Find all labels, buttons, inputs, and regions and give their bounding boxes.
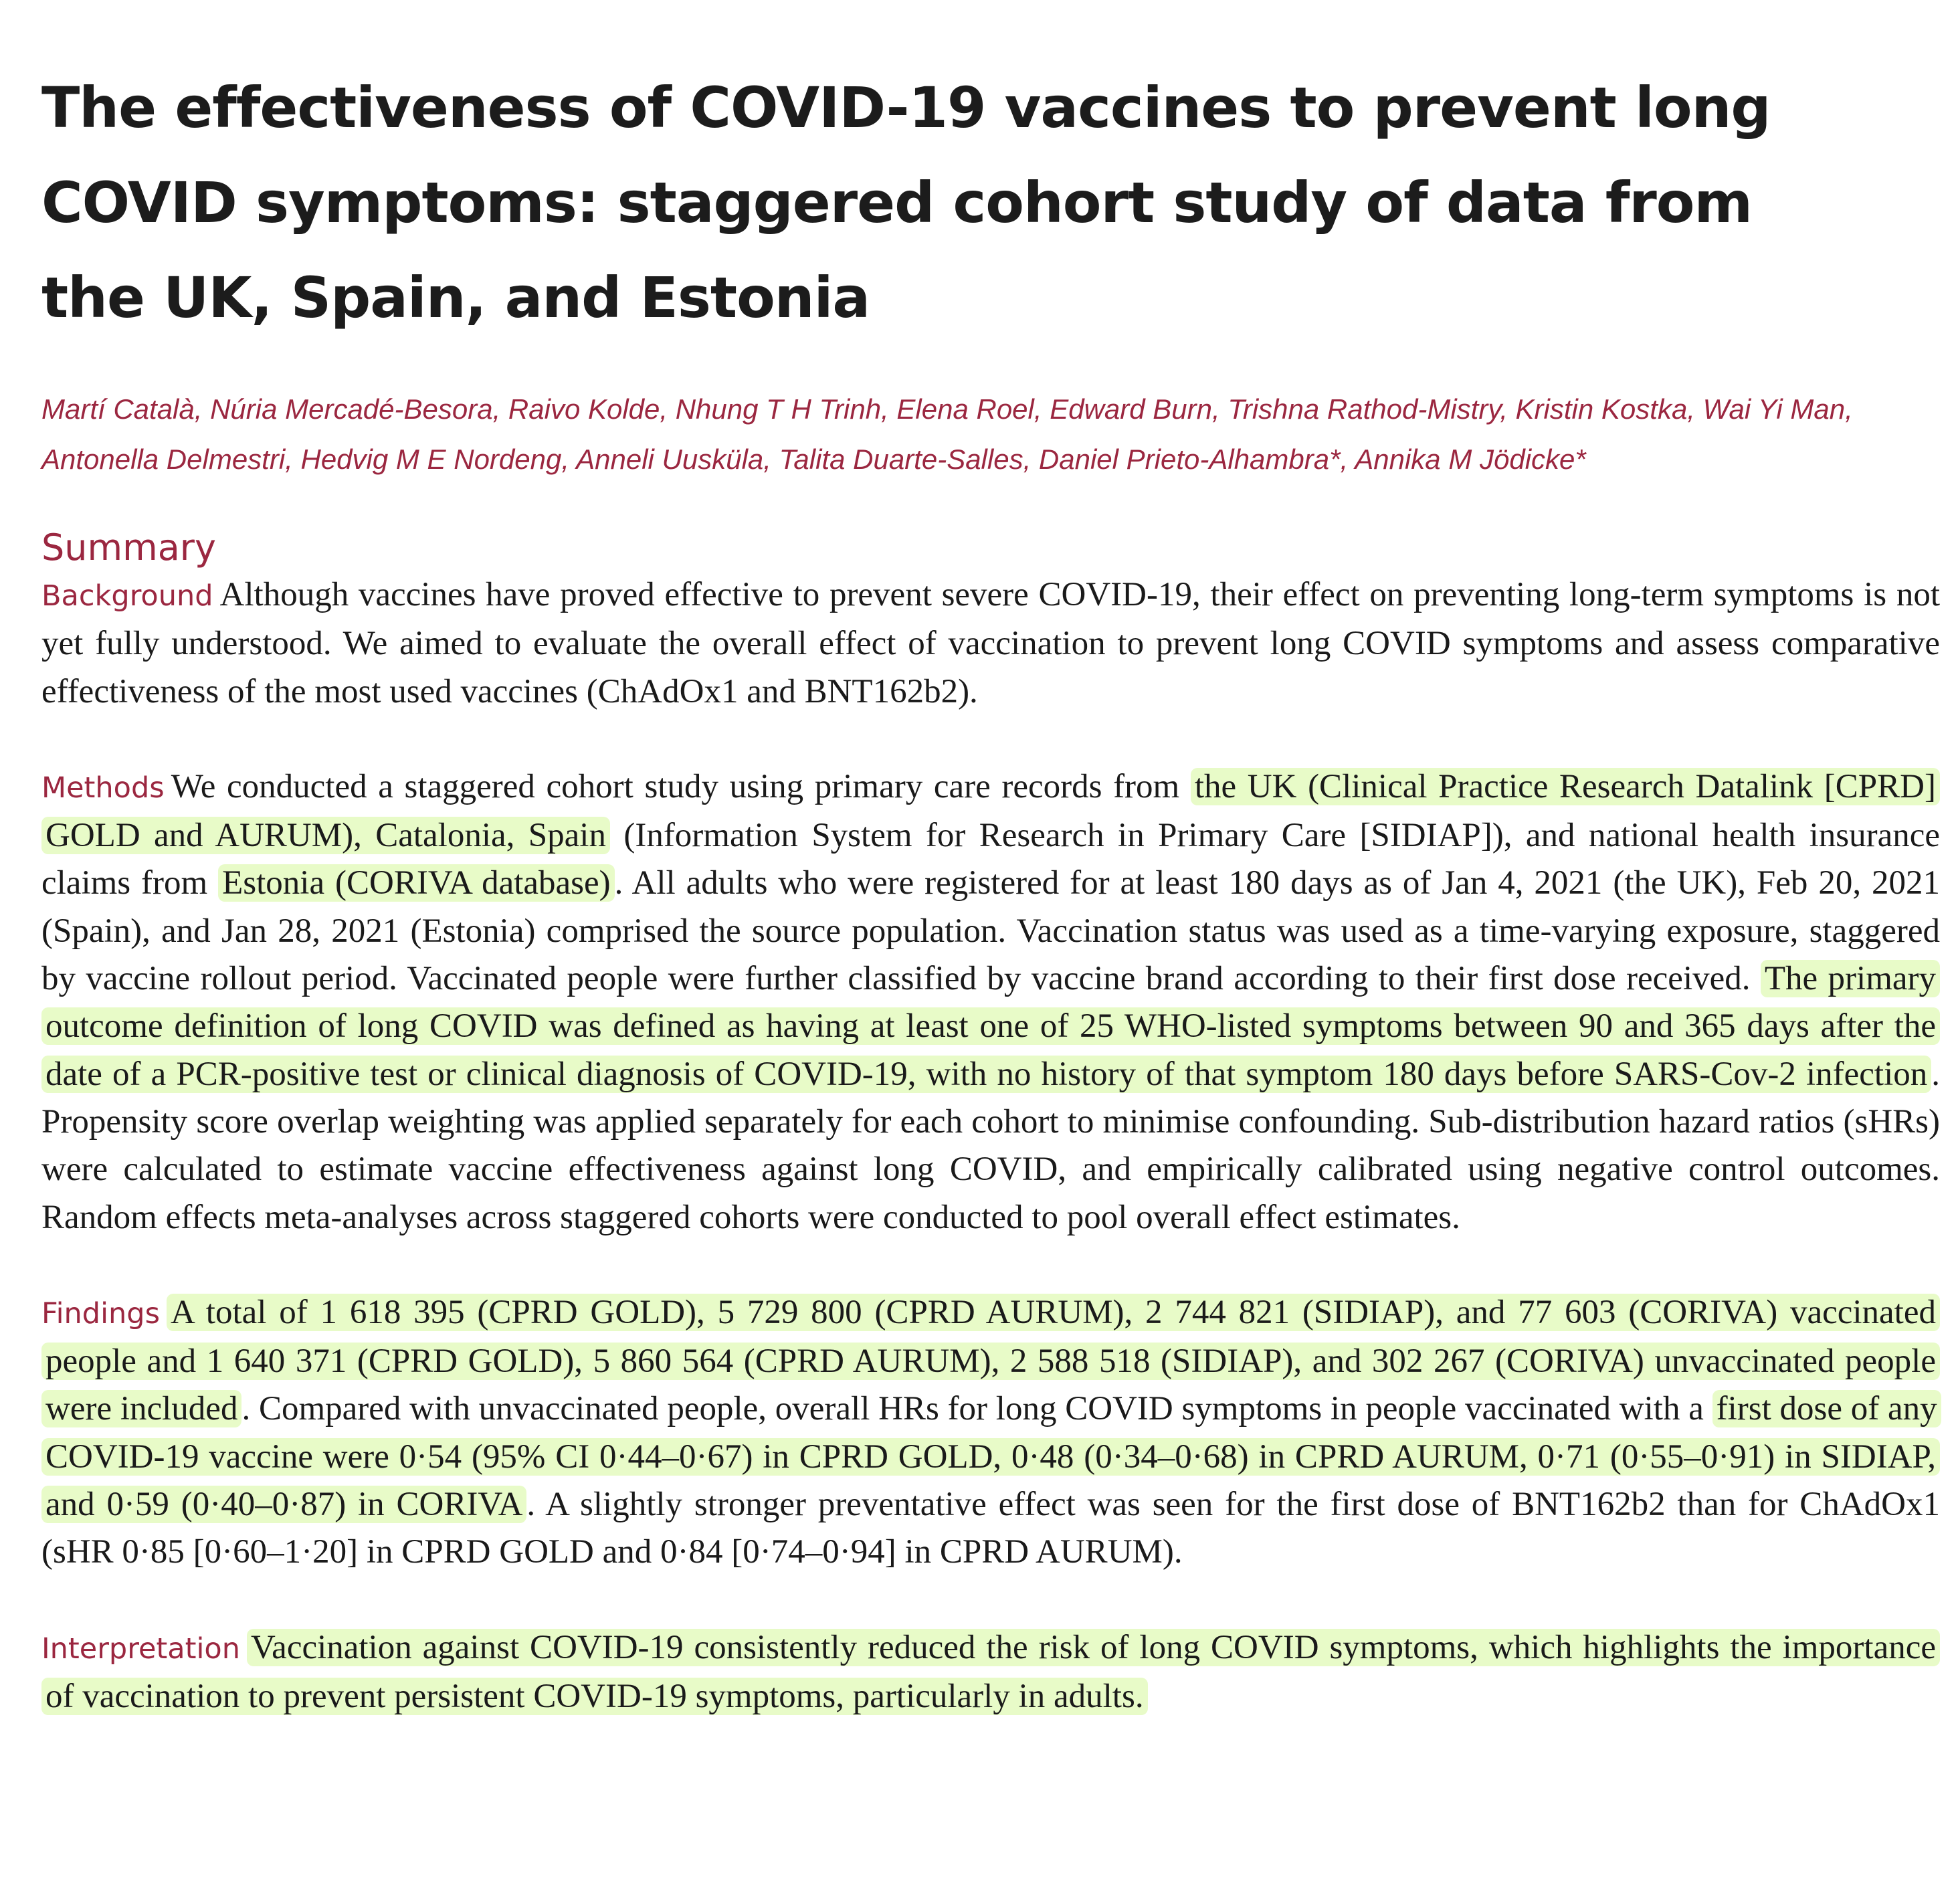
findings-label: Findings bbox=[41, 1296, 160, 1330]
author-list: Martí Català, Núria Mercadé-Besora, Raivo Kolde, Nhung T H Trinh, Elena Roel, Edward Burn, Trishna Rathod-Mistry, Kristin Kostka, Wai Yi Man, Antonella Delmestri, Hedvig M E Nordeng, Anneli Uusküla, Talita Duarte-Salles, Daniel Prieto-Alhambra*, Annika M Jödicke* bbox=[41, 393, 1853, 475]
interpretation-section bbox=[41, 1624, 1940, 1721]
background-label: Background bbox=[41, 579, 213, 613]
methods-text: . Propensity score overlap weighting was applied separately for each cohort to minimise confounding. Sub-distribution hazard ratios (sHRs) were calculated to estimate vaccine effectiveness against long COVID, and empirically calibrated using negative control outcomes. Random effects meta-analyses across staggered cohorts were conducted to pool overall effect estimates. bbox=[41, 1055, 1940, 1236]
methods-highlight-estonia: Estonia (CORIVA database) bbox=[218, 864, 615, 902]
background-section bbox=[41, 571, 1940, 716]
methods-highlight-data-sources: the UK (Clinical Practice Research Datalink [CPRD] GOLD and AURUM), Catalonia, Spain bbox=[41, 768, 1940, 854]
article bbox=[41, 60, 1940, 1720]
methods-label: Methods bbox=[41, 771, 165, 805]
interpretation-highlight: Vaccination against COVID-19 consistently reduced the risk of long COVID symptoms, which highlights the importance of vaccination to prevent persistent COVID-19 symptoms, particularly in adults. bbox=[41, 1629, 1940, 1715]
methods-text: We conducted a staggered cohort study using primary care records from bbox=[171, 767, 1191, 805]
findings-highlight-population: A total of 1 618 395 (CPRD GOLD), 5 729 800 (CPRD AURUM), 2 744 821 (SIDIAP), and 77 603 (CORIVA) vaccinated people and 1 640 371 (CPRD GOLD), 5 860 564 (CPRD AURUM), 2 588 518 (SIDIAP), and 302 267 (CORIVA) unvaccinated people were included bbox=[41, 1294, 1940, 1428]
findings-text: . Compared with unvaccinated people, overall HRs for long COVID symptoms in people vaccinated with a bbox=[241, 1390, 1712, 1428]
methods-section bbox=[41, 763, 1940, 1242]
methods-text: (Information System for Research in Primary Care [SIDIAP]), and national health insurance claims from bbox=[41, 817, 1940, 902]
findings-section bbox=[41, 1289, 1940, 1577]
methods-text: . All adults who were registered for at least 180 days as of Jan 4, 2021 (the UK), Feb 20, 2021 (Spain), and Jan 28, 2021 (Estonia) comprised the source population. Vaccination status was used as a time-varying exposure, staggered by vaccine rollout period. Vaccinated people were further classified by vaccine brand according to their first dose received. bbox=[41, 864, 1941, 998]
findings-text: . A slightly stronger preventative effect was seen for the first dose of BNT162b2 than for ChAdOx1 (sHR 0·85 [0·60–1·20] in CPRD GOLD and 0·84 [0·74–0·94] in CPRD AURUM). bbox=[41, 1486, 1940, 1571]
summary-heading: Summary bbox=[41, 526, 216, 569]
interpretation-label: Interpretation bbox=[41, 1631, 240, 1666]
methods-highlight-outcome-definition: The primary outcome definition of long COVID was defined as having at least one of 25 WHO-listed symptoms between 90 and 365 days after the date of a PCR-positive test or clinical diagnosis of COVID-19, with no history of that symptom 180 days before SARS-Cov-2 infection bbox=[41, 960, 1940, 1093]
article-title: The effectiveness of COVID-19 vaccines to prevent long COVID symptoms: staggered cohort study of data from the UK, Spain, and Estonia bbox=[41, 75, 1771, 330]
background-text: Although vaccines have proved effective to prevent severe COVID-19, their effect on preventing long-term symptoms is not yet fully understood. We aimed to evaluate the overall effect of vaccination to prevent long COVID symptoms and assess comparative effectiveness of the most used vaccines (ChAdOx1 and BNT162b2). bbox=[41, 576, 1940, 710]
findings-highlight-hazard-ratios: first dose of any COVID-19 vaccine were 0·54 (95% CI 0·44–0·67) in CPRD GOLD, 0·48 (0·34–0·68) in CPRD AURUM, 0·71 (0·55–0·91) in SIDIAP, and 0·59 (0·40–0·87) in CORIVA bbox=[41, 1390, 1941, 1523]
